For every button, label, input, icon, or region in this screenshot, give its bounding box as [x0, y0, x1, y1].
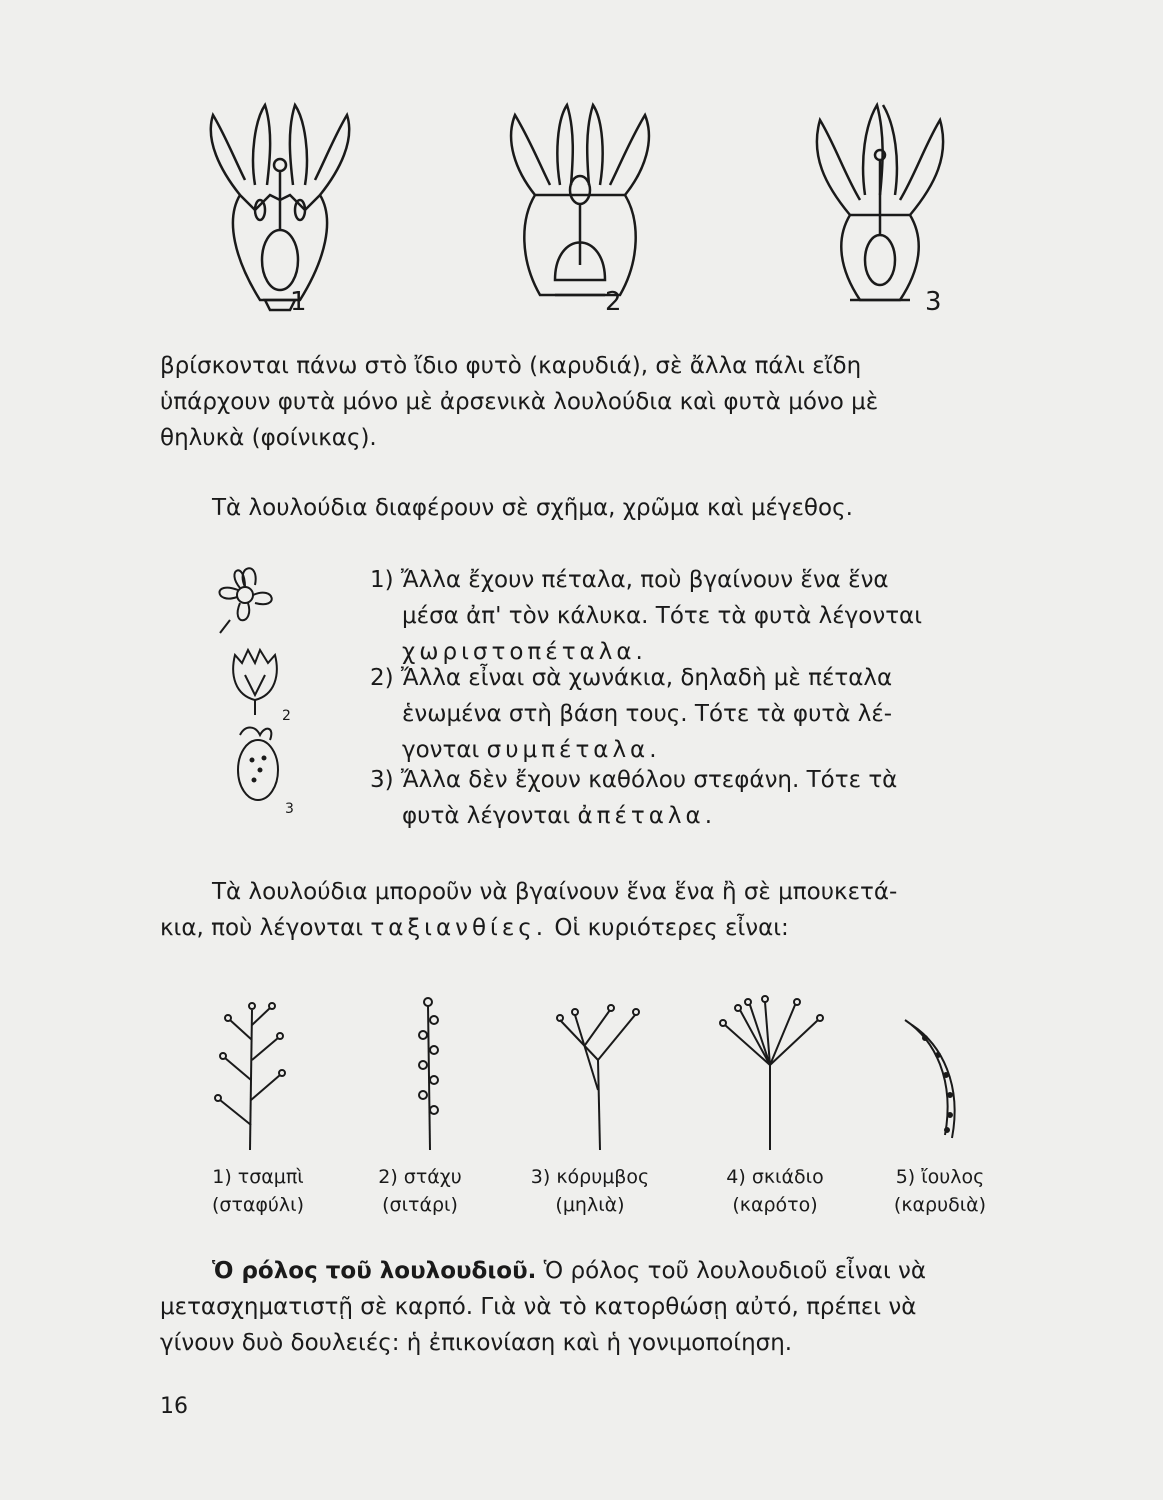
- type-2-line: ἑνωμένα στὴ βάση τους. Τότε τὰ φυτὰ λέ-: [402, 701, 893, 727]
- caption-example: (καρυδιὰ): [893, 1194, 987, 1216]
- raceme-drawing: [215, 1003, 285, 1150]
- inflorescence-paragraph: [160, 874, 980, 946]
- caption-corymb: [510, 1163, 670, 1219]
- intro-paragraph: [160, 348, 980, 456]
- umbel-drawing: [720, 996, 823, 1150]
- inflorescence-figure: [190, 990, 990, 1155]
- flower-sections-figure: [195, 100, 955, 315]
- caption-raceme: [188, 1163, 328, 1219]
- term-taxianthies: ταξιανθίες.: [370, 915, 548, 941]
- caption-name: 3) κόρυμβος: [530, 1166, 650, 1188]
- type-2-line: 2) Ἄλλα εἶναι σὰ χωνάκια, δηλαδὴ μὲ πέταλα: [370, 665, 893, 691]
- type-item-1: [370, 562, 990, 670]
- page-number: 16: [160, 1394, 188, 1419]
- caption-example: (σιτάρι): [382, 1194, 458, 1216]
- fused-petal-flower: [233, 650, 277, 715]
- term-apetala: ἀπέταλα.: [577, 803, 717, 829]
- type-item-2: [370, 660, 990, 768]
- apetalous-flower: [238, 728, 278, 801]
- inflorescence-line: Τὰ λουλούδια μποροῦν νὰ βγαίνουν ἕνα ἕνα ἢ σὲ μπουκετά-: [212, 879, 898, 905]
- type-1-line: 1) Ἄλλα ἔχουν πέταλα, ποὺ βγαίνουν ἕνα ἕνα: [370, 567, 889, 593]
- intro-line: βρίσκονται πάνω στὸ ἴδιο φυτὸ (καρυδιά), σὲ ἄλλα πάλι εἴδη: [160, 353, 862, 379]
- caption-example: (μηλιὰ): [555, 1194, 625, 1216]
- spike-drawing: [419, 998, 438, 1150]
- type-3-line: 3) Ἄλλα δὲν ἔχουν καθόλου στεφάνη. Τότε τὰ: [370, 767, 898, 793]
- intro-line: ὑπάρχουν φυτὰ μόνο μὲ ἀρσενικὰ λουλούδια καὶ φυτὰ μόνο μὲ: [160, 389, 879, 415]
- type-1-line: μέσα ἀπ' τὸν κάλυκα. Τότε τὰ φυτὰ λέγονται: [402, 603, 923, 629]
- caption-name: 2) στάχυ: [378, 1166, 462, 1188]
- corymb-drawing: [557, 1005, 639, 1150]
- inflorescence-line: κια, ποὺ λέγονται: [160, 915, 364, 941]
- inflorescence-line: Οἱ κυριότερες εἶναι:: [554, 915, 789, 941]
- caption-example: (σταφύλι): [211, 1194, 305, 1216]
- caption-name: 4) σκιάδιο: [726, 1166, 824, 1188]
- caption-catkin: [870, 1163, 1010, 1219]
- figure-label-2: 2: [605, 287, 622, 315]
- role-line: γίνουν δυὸ δουλειές: ἡ ἐπικονίαση καὶ ἡ γονιμοποίηση.: [160, 1330, 793, 1356]
- caption-name: 1) τσαμπὶ: [212, 1166, 304, 1188]
- flower-section-3: [817, 105, 943, 300]
- side-label-3: 3: [285, 801, 294, 815]
- term-sympetala: συμπέταλα.: [486, 737, 661, 763]
- differ-sentence: Τὰ λουλούδια διαφέρουν σὲ σχῆμα, χρῶμα καὶ μέγεθος.: [212, 495, 853, 521]
- side-label-2: 2: [282, 708, 291, 724]
- caption-spike: [360, 1163, 480, 1219]
- caption-name: 5) ἴουλος: [895, 1166, 985, 1188]
- role-heading: Ὁ ρόλος τοῦ λουλουδιοῦ.: [212, 1258, 537, 1284]
- type-2-line: γονται: [402, 737, 480, 763]
- caption-example: (καρότο): [732, 1194, 818, 1216]
- role-paragraph: [160, 1253, 980, 1361]
- intro-line: θηλυκὰ (φοίνικας).: [160, 425, 377, 451]
- figure-label-1: 1: [290, 287, 307, 315]
- caption-umbel: [700, 1163, 850, 1219]
- flower-section-2: [511, 105, 649, 295]
- type-item-3: [370, 762, 990, 834]
- catkin-drawing: [905, 1020, 955, 1138]
- figure-label-3: 3: [925, 287, 942, 315]
- role-line: Ὁ ρόλος τοῦ λουλουδιοῦ εἶναι νὰ: [543, 1258, 927, 1284]
- role-line: μετασχηματιστῇ σὲ καρπό. Γιὰ νὰ τὸ κατορθώσῃ αὐτό, πρέπει νὰ: [160, 1294, 917, 1320]
- flower-section-1: [211, 105, 349, 310]
- term-choristopetala: χωριστοπέταλα.: [402, 639, 647, 665]
- type-3-line: φυτὰ λέγονται: [402, 803, 571, 829]
- flower-types-figure: [210, 555, 310, 815]
- separate-petal-flower: [219, 568, 271, 633]
